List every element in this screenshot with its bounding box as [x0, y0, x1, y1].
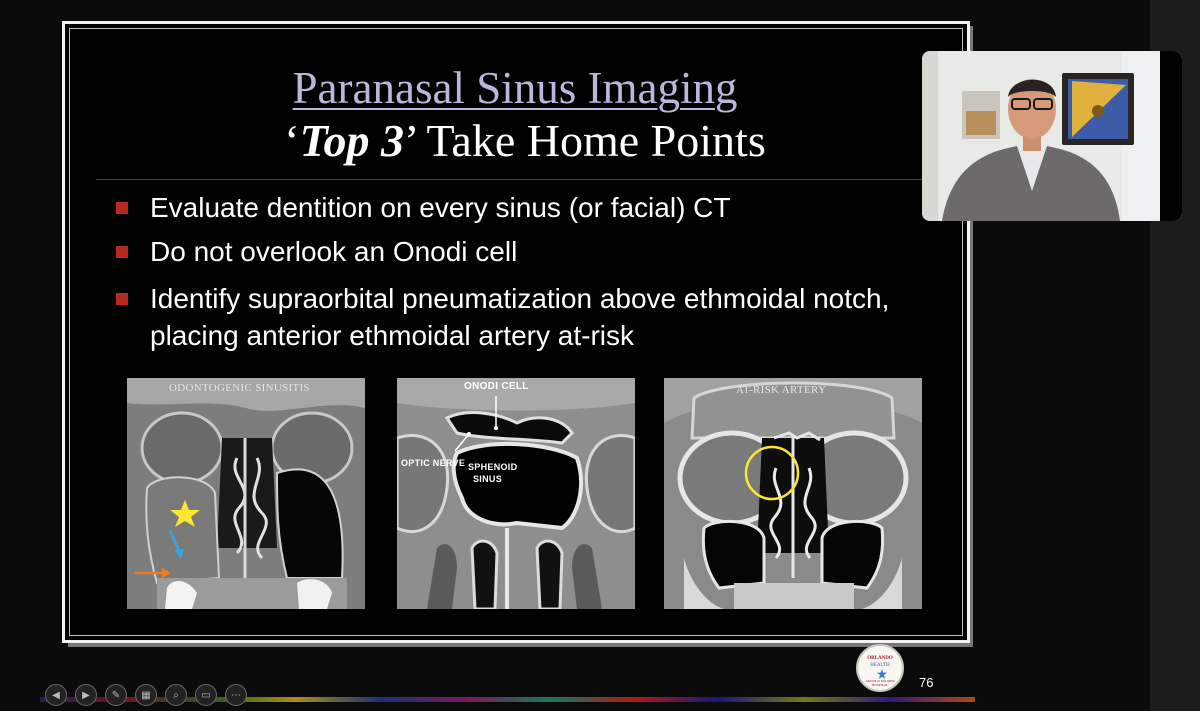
bullet-text: Identify supraorbital pneumatization above ethmoidal notch, placing anterior ethmoidal artery at-risk — [150, 283, 890, 351]
annotation-sinus: SINUS — [473, 474, 503, 484]
orlando-health-logo — [856, 644, 904, 692]
title-divider — [96, 179, 926, 180]
pen-icon[interactable]: ✎ — [105, 684, 127, 706]
bullet-item — [116, 280, 906, 354]
slide-title: Paranasal Sinus Imaging — [292, 63, 738, 113]
logo-line3: ARNOLD PALMER HOSPITAL — [865, 679, 895, 687]
bullet-text: Do not overlook an Onodi cell — [150, 236, 518, 267]
webcam-video[interactable] — [922, 51, 1182, 221]
subtitle-open-quote: ‘ — [284, 115, 300, 166]
logo-line1: ORLANDO — [867, 656, 893, 661]
ct-image-at-risk-artery — [664, 378, 922, 609]
slide-subtitle — [0, 114, 1050, 167]
ct-scan-coronal — [397, 378, 635, 609]
previous-icon[interactable]: ◀ — [45, 684, 67, 706]
zoom-icon[interactable]: ⌕ — [165, 684, 187, 706]
logo-star-icon — [877, 669, 887, 679]
slide-shadow-bottom — [68, 643, 973, 647]
ct-image-onodi — [397, 378, 635, 609]
annotation-optic-nerve: OPTIC NERVE — [401, 458, 466, 468]
annotation-sphenoid: SPHENOID — [468, 462, 518, 472]
bullet-marker — [116, 202, 128, 214]
subtitles-icon[interactable]: ▭ — [195, 684, 217, 706]
bullet-item — [116, 233, 896, 270]
logo-line2: HEALTH — [870, 663, 890, 668]
more-icon[interactable]: ⋯ — [225, 684, 247, 706]
bullet-marker — [116, 246, 128, 258]
subtitle-rest: ’ Take Home Points — [403, 115, 766, 166]
presentation-controls — [45, 684, 247, 706]
bullet-marker — [116, 293, 128, 305]
bullet-text: Evaluate dentition on every sinus (or facial) CT — [150, 192, 731, 223]
ct-scan-coronal — [664, 378, 922, 609]
bullet-item — [116, 189, 896, 226]
ct-image-odontogenic — [127, 378, 365, 609]
image-label: ODONTOGENIC SINUSITIS — [169, 382, 310, 394]
next-icon[interactable]: ▶ — [75, 684, 97, 706]
slides-icon[interactable]: ▦ — [135, 684, 157, 706]
image-label: ONODI CELL — [464, 381, 529, 392]
subtitle-emphasis: Top 3 — [299, 115, 404, 166]
image-label: AT-RISK ARTERY — [736, 384, 827, 396]
presenter-video-feed — [922, 51, 1182, 221]
ct-scan-coronal — [127, 378, 365, 609]
slide-page-number: 76 — [919, 675, 934, 690]
